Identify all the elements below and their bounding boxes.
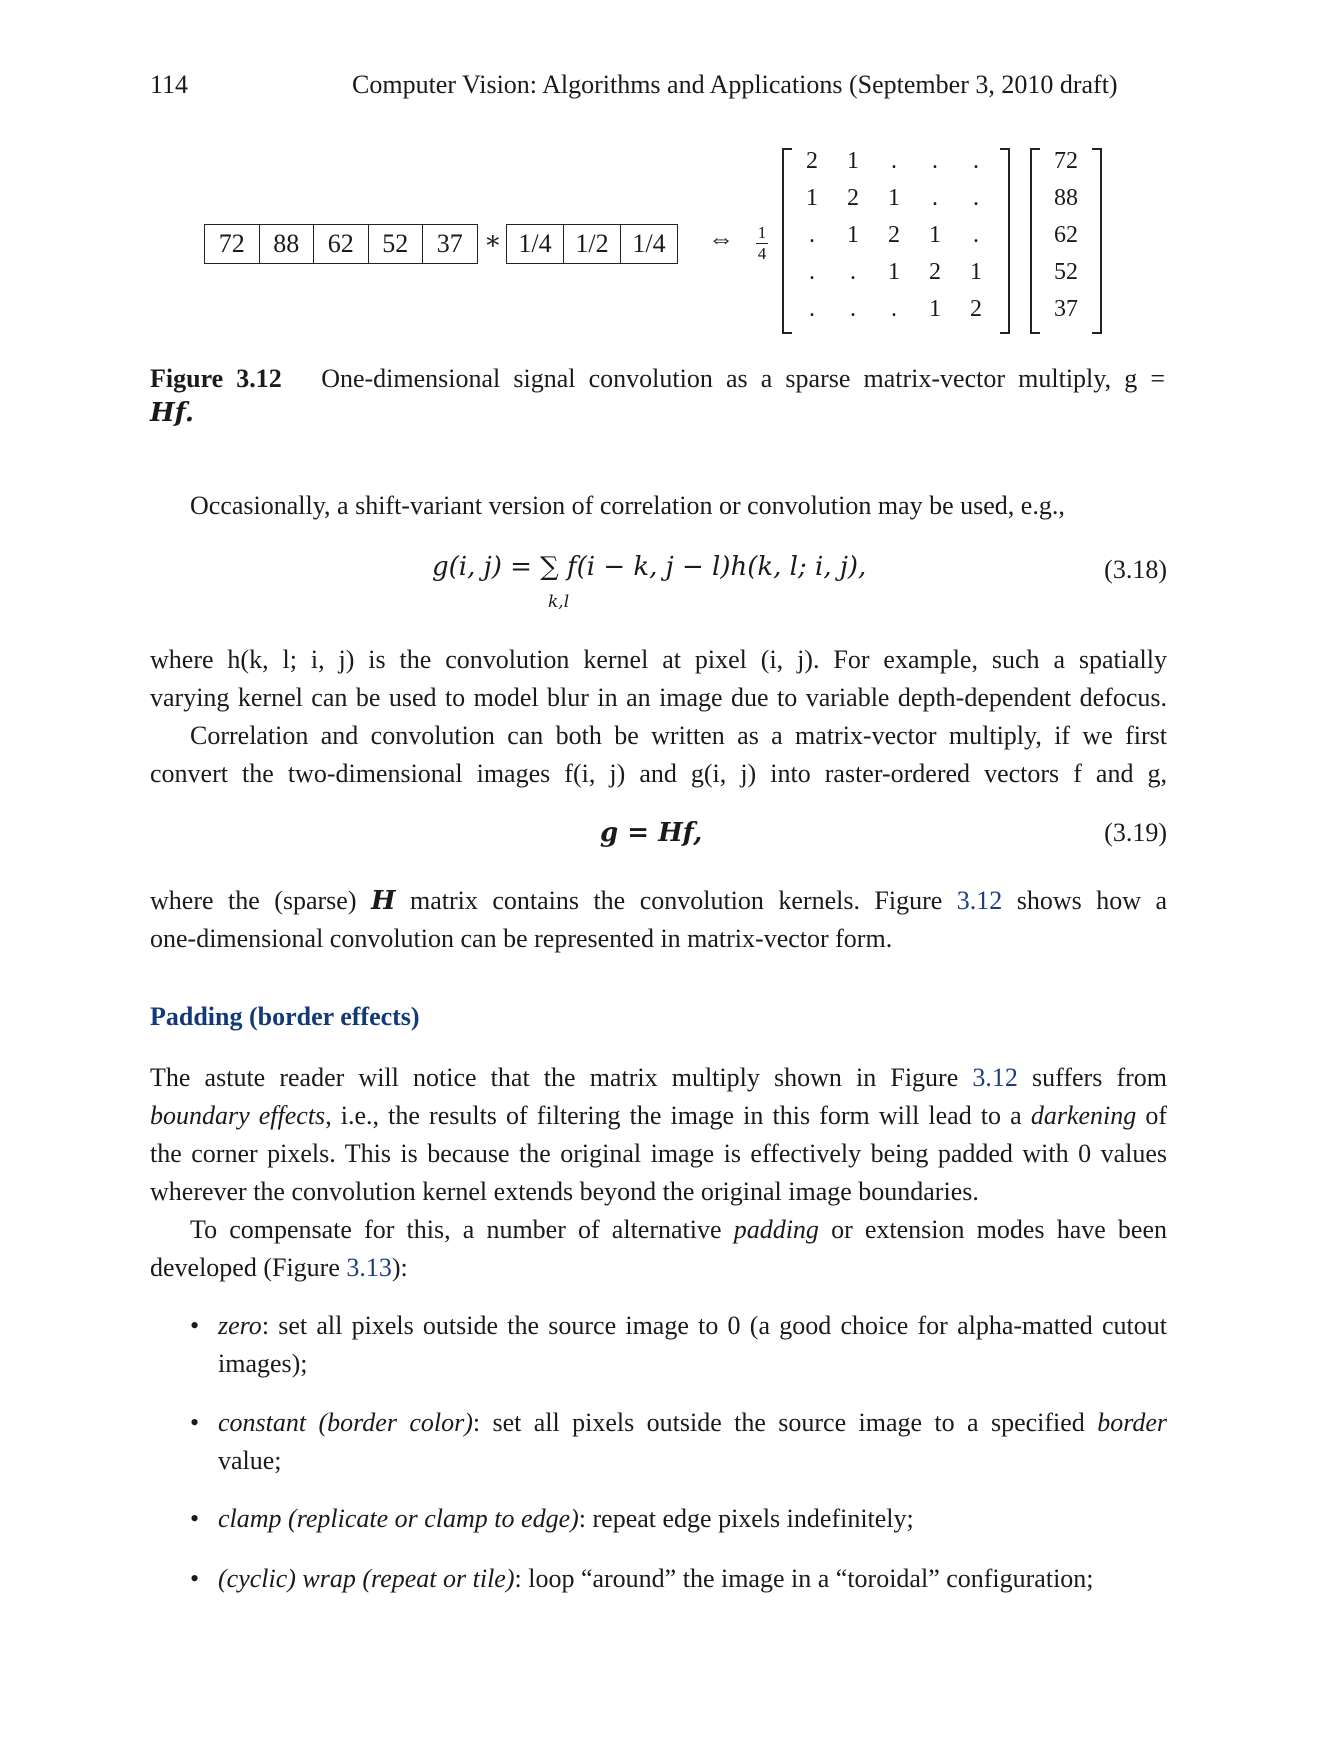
vector-entry: 72 [1054, 148, 1078, 174]
matrix-entry: 1 [847, 222, 859, 248]
section-heading: Padding (border effects) [150, 1002, 420, 1031]
vector-entry: 88 [1054, 185, 1078, 211]
text-line: Correlation and convolution can both be written as a matrix-vector multiply, if we first [190, 721, 1167, 750]
matrix-entry: . [809, 222, 815, 248]
matrix-entry: 1 [888, 185, 900, 211]
text-span: : loop “around” the image in a “toroidal” configuration; [514, 1564, 1094, 1593]
list-item-term: (cyclic) wrap (repeat or tile) [218, 1564, 515, 1593]
signal-cell: 88 [260, 225, 315, 263]
list-item-term: clamp (replicate or clamp to edge) [218, 1504, 579, 1533]
scale-numerator: 1 [757, 223, 767, 242]
vector-entry: 37 [1054, 296, 1078, 322]
figure-reference-link[interactable]: 3.12 [972, 1063, 1018, 1092]
list-item-text [218, 1404, 1167, 1480]
emphasis: darkening [1030, 1101, 1137, 1130]
list-item-text [218, 1307, 1167, 1383]
kernel-cell: 1/4 [632, 229, 666, 258]
signal-cell: 72 [205, 225, 260, 263]
matrix-entry: . [891, 296, 897, 322]
page-number: 114 [150, 70, 189, 99]
matrix-entry: . [973, 148, 979, 174]
bullet-icon: • [190, 1504, 200, 1533]
matrix-entry: 2 [806, 148, 818, 174]
text-span: : repeat edge pixels indefinitely; [578, 1504, 914, 1533]
text-span: value; [218, 1446, 282, 1475]
matrix-entry: 2 [929, 259, 941, 285]
bullet-icon: • [190, 1311, 200, 1340]
list-item-term: constant (border color) [218, 1408, 473, 1437]
text-span: shows how a [1016, 886, 1167, 915]
equation-3-19: g = Hf, [600, 818, 703, 848]
vector-entry: 62 [1054, 222, 1078, 248]
matrix-entry: . [850, 259, 856, 285]
text-line [150, 1097, 1167, 1135]
text-line [150, 1249, 1167, 1287]
matrix-entry: 2 [847, 185, 859, 211]
equation-number-3-18: (3.18) [1104, 555, 1167, 584]
text-line: the corner pixels. This is because the original image is effectively being padded with 0 values [150, 1139, 1167, 1168]
text-span: or extension modes have been [831, 1215, 1168, 1244]
signal-column-vector [1030, 148, 1102, 334]
list-item [190, 1560, 1167, 1598]
signal-vector [204, 224, 478, 264]
figure-reference-link[interactable]: 3.13 [346, 1253, 392, 1282]
matrix-entry: . [932, 148, 938, 174]
text-span: suffers from [1032, 1063, 1168, 1092]
kernel-cell: 1/2 [564, 225, 621, 263]
matrix-entry: . [850, 296, 856, 322]
bullet-icon: • [190, 1408, 200, 1437]
matrix-symbol: H [370, 886, 396, 916]
matrix-scale-fraction [756, 224, 768, 263]
list-item [190, 1307, 1167, 1383]
emphasis: padding [733, 1215, 819, 1244]
emphasis: boundary effects [150, 1101, 326, 1130]
list-item-text [218, 1560, 1167, 1598]
equation-number-3-19: (3.19) [1104, 818, 1167, 847]
paragraph-kernel [150, 641, 1167, 717]
matrix-entry: 1 [929, 222, 941, 248]
matrix-entry: 1 [929, 296, 941, 322]
text-line: where h(k, l; i, j) is the convolution kernel at pixel (i, j). For example, such a spatially [150, 645, 1167, 674]
text-line [190, 1211, 1167, 1249]
scale-denominator: 4 [757, 244, 767, 263]
matrix-entry: 2 [888, 222, 900, 248]
kernel-vector [506, 224, 678, 264]
signal-cell: 52 [369, 225, 424, 263]
matrix-left-bracket [782, 148, 792, 334]
list-item-term: zero [218, 1311, 262, 1340]
convolution-matrix [782, 148, 1012, 334]
text-line: wherever the convolution kernel extends beyond the original image boundaries. [150, 1177, 979, 1206]
text-line: one-dimensional convolution can be represented in matrix-vector form. [150, 924, 893, 953]
matrix-right-bracket [1000, 148, 1010, 334]
matrix-entry: 1 [970, 259, 982, 285]
text-span: , i.e., the results of filtering the image in this form will lead to a [325, 1101, 1022, 1130]
matrix-entry: 2 [970, 296, 982, 322]
bullet-icon: • [190, 1564, 200, 1593]
figure-reference-link[interactable]: 3.12 [956, 886, 1003, 915]
paragraph-matrix-vector [150, 717, 1167, 793]
signal-cell: 62 [314, 225, 369, 263]
running-title: Computer Vision: Algorithms and Applications (September 3, 2010 draft) [352, 70, 1118, 99]
paragraph-sparse-H [150, 882, 1167, 958]
matrix-entry: . [809, 296, 815, 322]
text-line [150, 882, 1167, 920]
caption-label: Figure 3.12 [150, 364, 282, 393]
paragraph-padding-modes [150, 1211, 1167, 1287]
text-span: images); [218, 1349, 308, 1378]
equation-3-18: g(i, j) = ∑ f(i − k, j − l)h(k, l; i, j), [432, 552, 867, 582]
list-item [190, 1404, 1167, 1480]
matrix-entry: 1 [847, 148, 859, 174]
text-span: matrix contains the convolution kernels. Figure [410, 886, 943, 915]
matrix-entry: . [809, 259, 815, 285]
vector-entry: 52 [1054, 259, 1078, 285]
text-line [150, 1059, 1167, 1097]
caption-equation: Hf. [150, 398, 194, 428]
text-span: The astute reader will notice that the matrix multiply shown in Figure [150, 1063, 959, 1092]
text-span: of [1145, 1101, 1168, 1130]
text-span: where the (sparse) [150, 886, 357, 915]
matrix-entry: 1 [888, 259, 900, 285]
caption-text: One-dimensional signal convolution as a sparse matrix-vector multiply, g = [321, 364, 1165, 393]
text-span: developed (Figure [150, 1253, 340, 1282]
convolution-operator: ∗ [484, 226, 502, 255]
list-item [190, 1500, 1167, 1538]
equivalence-symbol: ⇔ [708, 224, 734, 253]
paragraph-boundary-effects [150, 1059, 1167, 1211]
equation-3-18-subscript: k,l [548, 592, 570, 612]
text-span: : set all pixels outside the source image to a specified [472, 1408, 1085, 1437]
text-span: : set all pixels outside the source image to 0 (a good choice for alpha-matted cutout [261, 1311, 1167, 1340]
kernel-cell: 1/4 [507, 225, 564, 263]
text-line: varying kernel can be used to model blur in an image due to variable depth-dependent defocus. [150, 683, 1167, 712]
paragraph-shift-variant: Occasionally, a shift-variant version of correlation or convolution may be used, e.g., [190, 491, 1065, 520]
text-line: convert the two-dimensional images f(i, j) and g(i, j) into raster-ordered vectors f and g, [150, 759, 1167, 788]
matrix-entry: . [891, 148, 897, 174]
text-span: To compensate for this, a number of alternative [190, 1215, 722, 1244]
matrix-entry: . [973, 185, 979, 211]
figure-caption [150, 360, 1165, 398]
emphasis: border [1097, 1408, 1167, 1437]
matrix-entry: . [932, 185, 938, 211]
text-span: ): [391, 1253, 408, 1282]
matrix-entry: . [973, 222, 979, 248]
list-item-text [218, 1500, 1167, 1538]
matrix-entry: 1 [806, 185, 818, 211]
signal-cell: 37 [436, 229, 463, 258]
